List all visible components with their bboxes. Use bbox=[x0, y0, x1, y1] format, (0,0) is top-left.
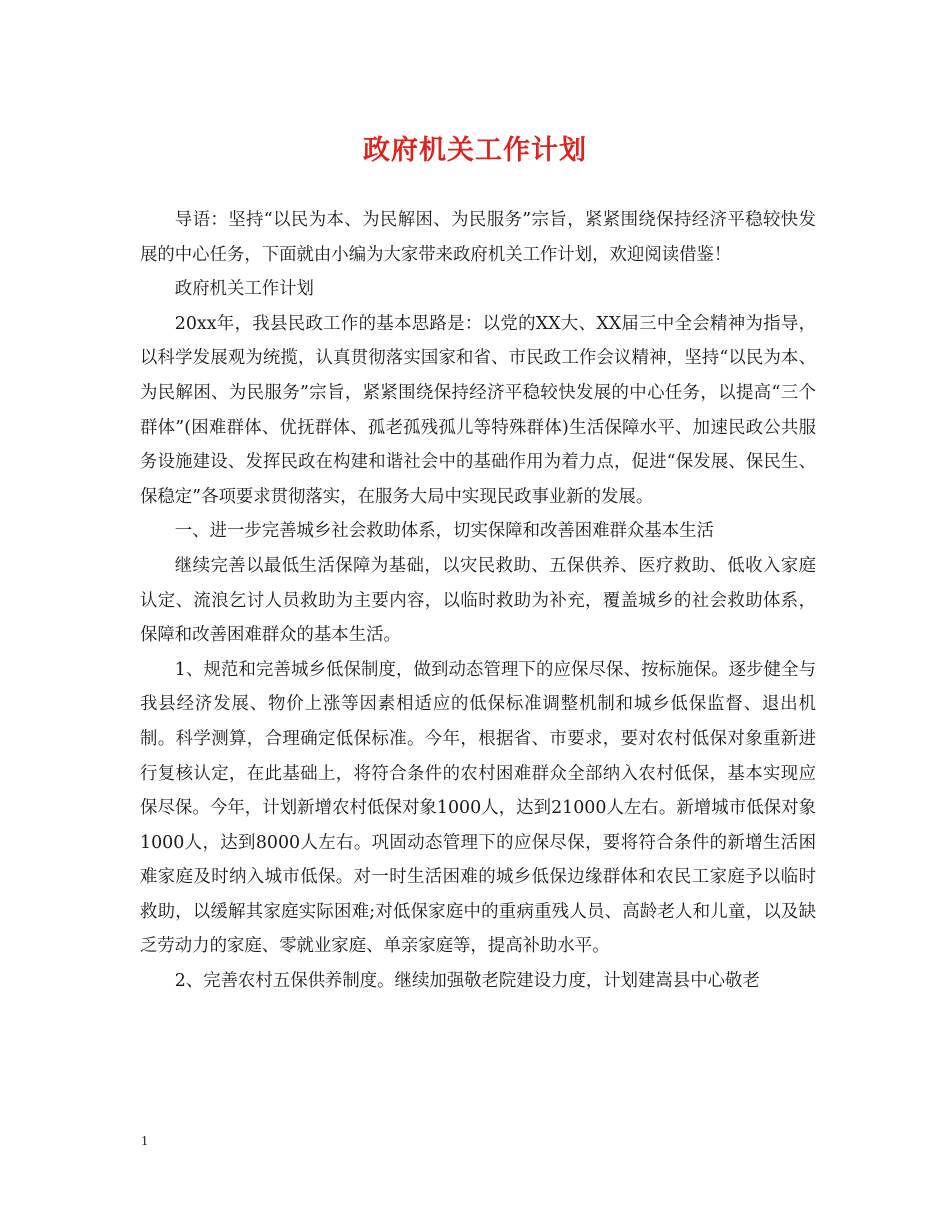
body-paragraph: 继续完善以最低生活保障为基础，以灾民救助、五保供养、医疗救助、低收入家庭认定、流浪乞讨人员救助为主要内容，以临时救助为补充，覆盖城乡的社会救助体系，保障和改善困难群众的基本生活。 bbox=[140, 555, 816, 646]
body-paragraph: 2、完善农村五保供养制度。继续加强敬老院建设力度，计划建嵩县中心敬老 bbox=[174, 971, 760, 992]
page-number: 1 bbox=[141, 1134, 148, 1149]
body-paragraph: 20xx年，我县民政工作的基本思路是：以党的XX大、XX届三中全会精神为指导，以科学发展观为统揽，认真贯彻落实国家和省、市民政工作会议精神，坚持“以民为本、为民解困、为民服务”宗旨，紧紧围绕保持经济平稳较快发展的中心任务，以提高“三个群体”(困难群体、优抚群体、孤老孤残孤儿等特殊群体)生活保障水平、加速民政公共服务设施建设、发挥民政在构建和谐社会中的基础作用为着力点，促进“保发展、保民生、保稳定”各项要求贯彻落实，在服务大局中实现民政事业新的发展。 bbox=[140, 313, 816, 507]
document-body bbox=[140, 203, 816, 999]
intro-paragraph: 导语：坚持“以民为本、为民解困、为民服务”宗旨，紧紧围绕保持经济平稳较快发展的中心任务，下面就由小编为大家带来政府机关工作计划，欢迎阅读借鉴！ bbox=[140, 210, 816, 265]
section-heading: 一、进一步完善城乡社会救助体系，切实保障和改善困难群众基本生活 bbox=[174, 521, 714, 542]
body-paragraph: 1、规范和完善城乡低保制度，做到动态管理下的应保尽保、按标施保。逐步健全与我县经济发展、物价上涨等因素相适应的低保标准调整机制和城乡低保监督、退出机制。科学测算，合理确定低保标准。今年，根据省、市要求，要对农村低保对象重新进行复核认定，在此基础上，将符合条件的农村困难群众全部纳入农村低保，基本实现应保尽保。今年，计划新增农村低保对象1000人，达到21000人左右。新增城市低保对象1000人，达到8000人左右。巩固动态管理下的应保尽保，要将符合条件的新增生活困难家庭及时纳入城市低保。对一时生活困难的城乡低保边缘群体和农民工家庭予以临时救助，以缓解其家庭实际困难;对低保家庭中的重病重残人员、高龄老人和儿童，以及缺乏劳动力的家庭、零就业家庭、单亲家庭等，提高补助水平。 bbox=[140, 659, 816, 957]
section-heading: 政府机关工作计划 bbox=[174, 279, 314, 300]
page-title: 政府机关工作计划 bbox=[363, 135, 587, 166]
